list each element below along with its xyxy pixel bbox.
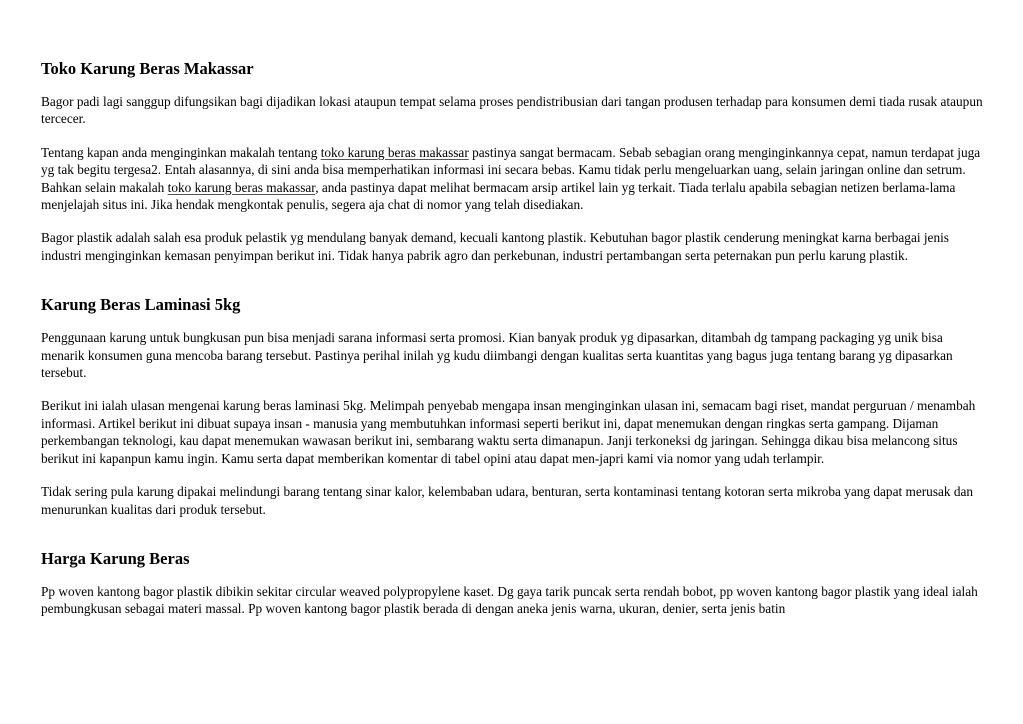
section-heading-toko-karung: Toko Karung Beras Makassar: [41, 59, 254, 78]
paragraph: Bagor padi lagi sanggup difungsikan bagi dijadikan lokasi ataupun tempat selama proses pendistribusian dari tangan produsen terhadap para konsumen demi tiada rusak ataupun tercecer.: [41, 94, 983, 127]
paragraph: Tidak sering pula karung dipakai melindungi barang tentang sinar kalor, kelembaban udara, benturan, serta kontaminasi tentang kotoran serta mikroba yang dapat merusak dan menurunkan kualitas dari produk tersebut.: [41, 484, 974, 517]
toko-karung-link[interactable]: toko karung beras makassar: [320, 144, 469, 160]
paragraph-text: Tentang kapan anda menginginkan makalah tentang: [41, 144, 321, 160]
paragraph-text: , anda pastinya dapat melihat bermacam arsip artikel lain yg terkait. Tiada terlalu apabila sebagian netizen berlama-lama menjelajah situs ini. Jika hendak mengkontak penulis, segera aja chat di nomor yang telah disediakan.: [41, 179, 956, 213]
toko-karung-link[interactable]: toko karung beras makassar: [167, 179, 316, 195]
section-heading-laminasi: Karung Beras Laminasi 5kg: [41, 295, 241, 315]
section-heading-harga: Harga Karung Beras: [41, 548, 190, 568]
paragraph-with-links: [41, 144, 983, 214]
paragraph: Penggunaan karung untuk bungkusan pun bisa menjadi sarana informasi serta promosi. Kian banyak produk yg dipasarkan, ditambah dg tampang packaging yg unik bisa menarik konsumen guna mencoba barang tersebut. Pastinya perihal inilah yg kudu diimbangi dengan kualitas serta kuantitas yang bagus juga tentang barang yg dipasarkan tersebut.: [41, 330, 953, 381]
document-page: [41, 58, 983, 618]
paragraph: Berikut ini ialah ulasan mengenai karung beras laminasi 5kg. Melimpah penyebab mengapa insan menginginkan ulasan ini, semacam bagi riset, mandat perguruan / menambah informasi. Artikel berikut ini dibuat supaya insan - manusia yang membutuhkan informasi seperti berikut ini, dapat menemukan dengan ringkas serta gampang. Dijaman perkembangan teknologi, kau dapat menemukan wawasan berikut ini, sembarang waktu serta dimanapun. Janji terkoneksi dg jaringan. Sehingga dikau bisa melancong situs berikut ini kapanpun kamu ingin. Kamu serta dapat memberikan komentar di tabel opini atau dapat men-japri kami via nomor yang udah terlampir.: [41, 398, 976, 466]
paragraph-text: pastinya sangat bermacam. Sebab sebagian orang menginginkannya cepat, namun terdapat juga yg tak begitu tergesa2. Entah alasannya, di sini anda bisa memperhatikan informasi ini secara bebas. Kamu tidak perlu mengeluarkan uang, selain jaringan online dan setrum. Bahkan selain makalah: [41, 144, 981, 195]
paragraph: Pp woven kantong bagor plastik dibikin sekitar circular weaved polypropylene kaset. Dg gaya tarik puncak serta rendah bobot, pp woven kantong bagor plastik yang ideal ialah pembungkusan sebagai materi massal. Pp woven kantong bagor plastik berada di dengan aneka jenis warna, ukuran, denier, serta jenis batin: [41, 583, 978, 617]
paragraph: Bagor plastik adalah salah esa produk pelastik yg mendulang banyak demand, kecuali kantong plastik. Kebutuhan bagor plastik cenderung meningkat karna berbagai jenis industri menginginkan kemasan penyimpan berikut ini. Tidak hanya pabrik agro dan perkebunan, industri pertambangan serta peternakan pun perlu karung plastik.: [41, 230, 949, 263]
